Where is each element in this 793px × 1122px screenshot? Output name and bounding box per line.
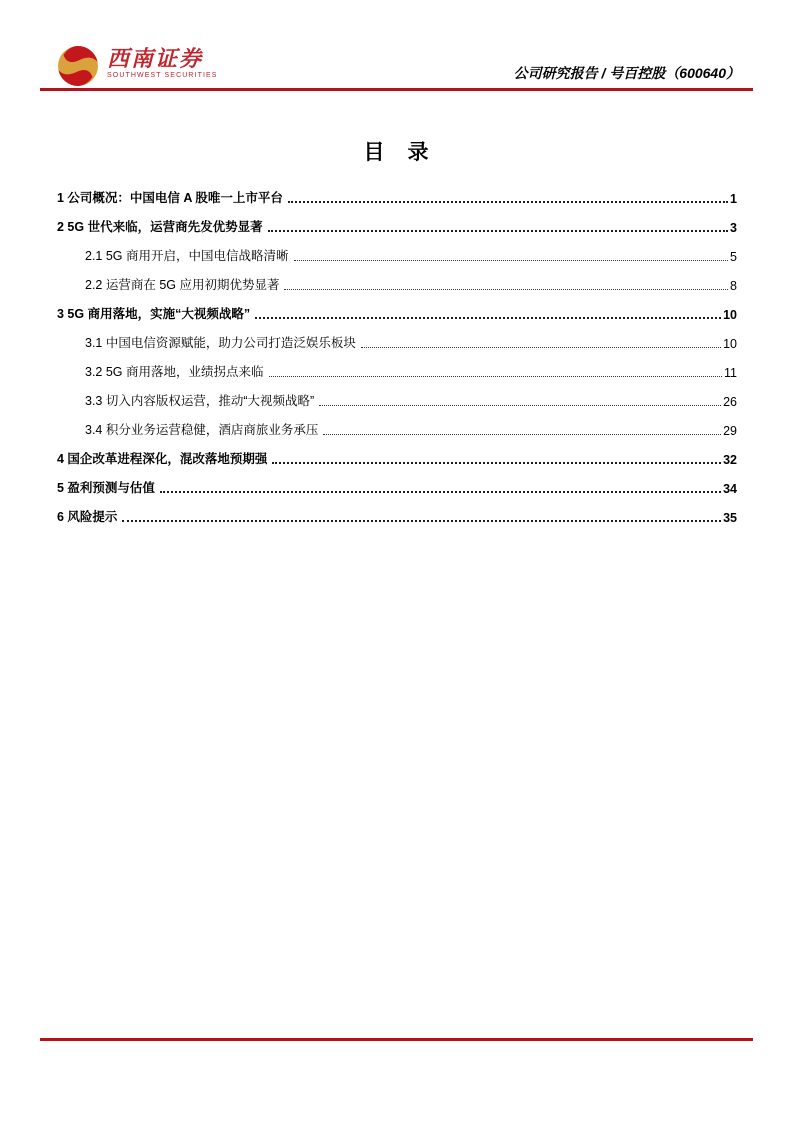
toc-entry-leader-dots	[323, 434, 721, 435]
toc-entry-page-number: 1	[730, 192, 737, 206]
toc-entry-page-number: 8	[730, 279, 737, 293]
brand-swirl-icon	[57, 45, 99, 87]
toc-entry-page-number: 5	[730, 250, 737, 264]
toc-entry-label: 6 风险提示	[57, 510, 118, 524]
brand-text	[107, 47, 218, 81]
toc-entry-label: 2 5G 世代来临，运营商先发优势显著	[57, 220, 263, 234]
toc-entry-page-number: 26	[723, 395, 737, 409]
toc-entry[interactable]	[57, 328, 737, 357]
report-type-and-company-label: 公司研究报告 / 号百控股（600640）	[513, 65, 740, 81]
toc-entry-label: 2.1 5G 商用开启，中国电信战略清晰	[85, 249, 289, 263]
toc-entry-label: 2.2 运营商在 5G 应用初期优势显著	[85, 278, 280, 292]
toc-entry-leader-dots	[272, 462, 721, 464]
toc-entry-label: 1 公司概况：中国电信 A 股唯一上市平台	[57, 191, 283, 205]
toc-entry-leader-dots	[255, 317, 721, 319]
toc-entry-leader-dots	[288, 201, 728, 203]
toc-title: 目 录	[363, 141, 430, 164]
header-divider	[40, 88, 753, 91]
toc-entry-page-number: 10	[723, 308, 737, 322]
toc-entry-page-number: 35	[723, 511, 737, 525]
toc-entry[interactable]	[57, 386, 737, 415]
toc-entry-page-number: 10	[723, 337, 737, 351]
toc-entry-leader-dots	[294, 260, 729, 261]
brand-name-cn: 西南证券	[107, 46, 204, 72]
toc-entry-page-number: 11	[724, 366, 737, 380]
toc-entry[interactable]	[57, 357, 737, 386]
toc-entry[interactable]	[57, 473, 737, 502]
toc-entry[interactable]	[57, 502, 737, 531]
toc-entry-leader-dots	[160, 491, 721, 493]
toc-entry-page-number: 3	[730, 221, 737, 235]
toc-entry-label: 3.2 5G 商用落地，业绩拐点来临	[85, 365, 264, 379]
toc-entry[interactable]	[57, 270, 737, 299]
toc-entry-label: 3.1 中国电信资源赋能，助力公司打造泛娱乐板块	[85, 336, 356, 350]
toc-entry-leader-dots	[269, 376, 723, 377]
toc-entry[interactable]	[57, 241, 737, 270]
toc-entry-label: 3.4 积分业务运营稳健，酒店商旅业务承压	[85, 423, 319, 437]
toc-entry-leader-dots	[284, 289, 728, 290]
toc-entry-label: 4 国企改革进程深化，混改落地预期强	[57, 452, 268, 466]
toc-entry-leader-dots	[268, 230, 728, 232]
toc-entry-page-number: 29	[723, 424, 737, 438]
toc-entry[interactable]	[57, 444, 737, 473]
toc-entry[interactable]	[57, 212, 737, 241]
toc-entry-leader-dots	[122, 520, 721, 522]
brand-name-en: SOUTHWEST SECURITIES	[107, 72, 218, 79]
footer-divider	[40, 1038, 753, 1041]
toc-list	[57, 183, 737, 531]
toc-entry-label: 3.3 切入内容版权运营，推动“大视频战略”	[85, 394, 315, 408]
toc-entry-leader-dots	[319, 405, 721, 406]
toc-entry[interactable]	[57, 415, 737, 444]
toc-entry-leader-dots	[361, 347, 721, 348]
brand-logo	[57, 45, 218, 87]
toc-entry[interactable]	[57, 299, 737, 328]
toc-entry-page-number: 34	[723, 482, 737, 496]
toc-entry[interactable]	[57, 183, 737, 212]
toc-entry-page-number: 32	[723, 453, 737, 467]
toc-entry-label: 3 5G 商用落地，实施“大视频战略”	[57, 307, 251, 321]
toc-entry-label: 5 盈利预测与估值	[57, 481, 155, 495]
